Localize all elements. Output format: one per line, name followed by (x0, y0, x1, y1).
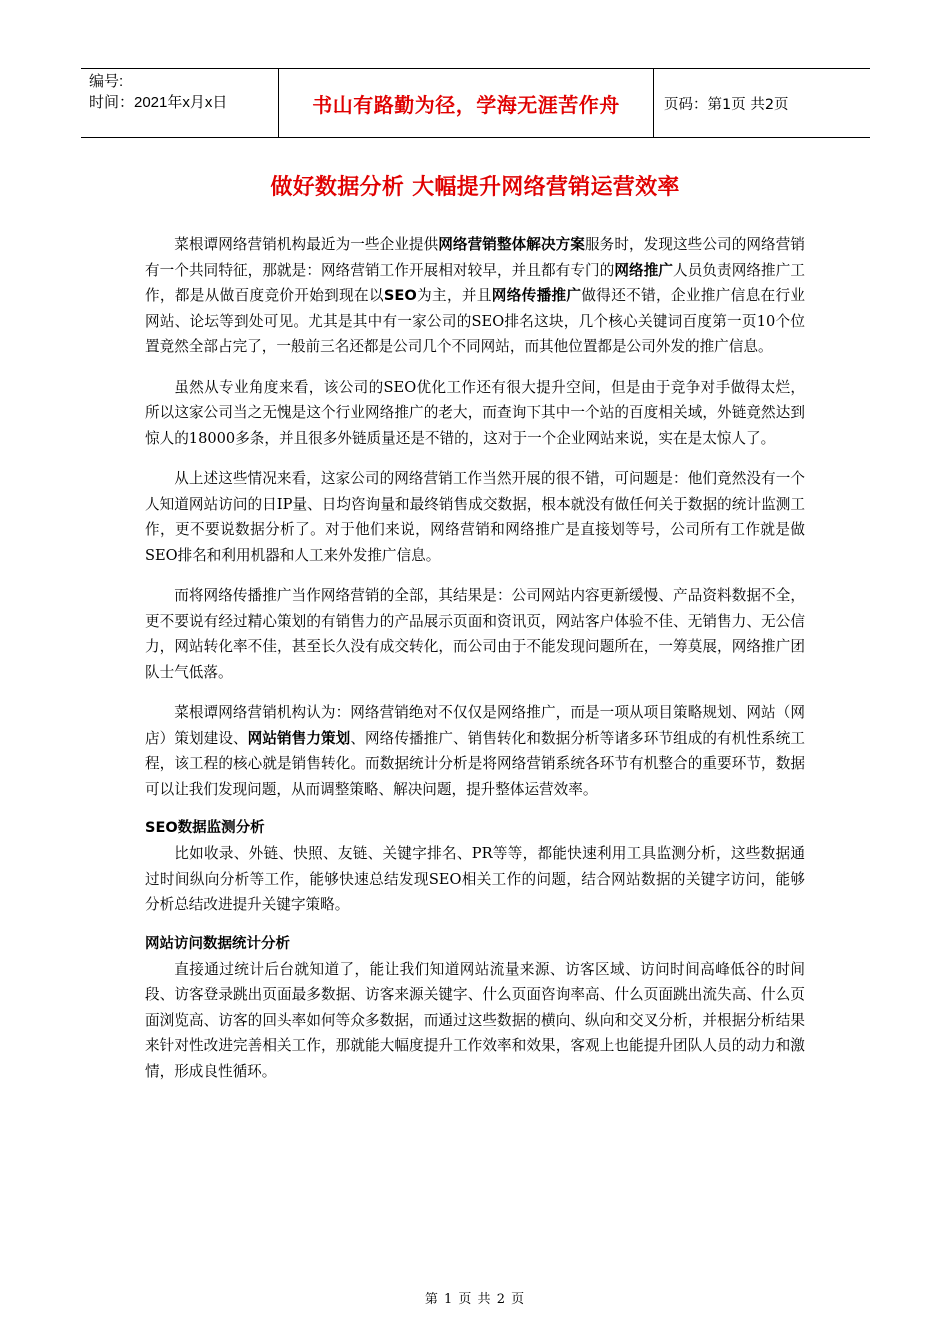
paragraph-text: 菜根谭网络营销机构最近为一些企业提供 (174, 236, 439, 253)
header-motto: 书山有路勤为径，学海无涯苦作舟 (279, 69, 654, 137)
bold-phrase: 网络营销整体解决方案 (438, 236, 585, 253)
paragraph-text: 为主，并且 (416, 287, 492, 304)
paragraph-text: 做得还不错，企业推广信息在行业网站、论坛等到处可见。尤其是其中有一家公司的SEO排名这块，几个核心关键词百度第一页10个位置竟然全部占完了，一般前三名还都是公司几个不同网站，而其他位置都是公司外发的推广信息。 (145, 287, 805, 355)
paragraph-text: 人员负责网络推广工作，都是从做百度竞价开始到现在以 (145, 261, 805, 304)
paragraph-2: 虽然从专业角度来看，该公司的SEO优化工作还有很大提升空间，但是由于竞争对手做得太烂，所以这家公司当之无愧是这个行业网络推广的老大，而查询下其中一个站的百度相关域，外链竟然达到惊人的18000多条，并且很多外链质量还是不错的，这对于一个企业网站来说，实在是太惊人了。 (145, 378, 805, 447)
paragraph-4: 而将网络传播推广当作网络营销的全部，其结果是：公司网站内容更新缓慢、产品资料数据不全，更不要说有经过精心策划的有销售力的产品展示页面和资讯页，网站客户体验不佳、无销售力、无公信力，网站转化率不佳，甚至长久没有成交转化，而公司由于不能发现问题所在，一筹莫展，网络推广团队士气低落。 (145, 587, 805, 681)
header-table (81, 68, 870, 138)
bold-phrase: 网络推广 (614, 261, 674, 279)
page-footer: 第 1 页 共 2 页 (424, 1292, 526, 1307)
bold-phrase: SEO (383, 287, 417, 304)
paragraph-text: 、网络传播推广、销售转化和数据分析等诸多环节组成的有机性系统工程，该工程的核心就是销售转化。而数据统计分析是将网络营销系统各环节有机整合的重要环节，数据可以让我们发现问题，从而调整策略、解决问题，提升整体运营效率。 (145, 729, 805, 798)
document-title: 做好数据分析 大幅提升网络营销运营效率 (270, 175, 680, 200)
header-info-cell (81, 69, 279, 137)
paragraph-text: 菜根谭网络营销机构认为：网络营销绝对不仅仅是网络推广，而是一项从项目策略规划、网站（网店）策划建设、 (145, 704, 805, 747)
section-heading-seo: SEO数据监测分析 (145, 820, 265, 836)
document-time: 时间：2021年x月x日 (89, 94, 228, 111)
paragraph-text: 服务时，发现这些公司的网络营销有一个共同特征，那就是：网络营销工作开展相对较早，并且都有专门的 (145, 236, 805, 279)
section-heading-site-stats: 网站访问数据统计分析 (145, 935, 290, 952)
paragraph-3: 从上述这些情况来看，这家公司的网络营销工作当然开展的很不错，可问题是：他们竟然没有一个人知道网站访问的日IP量、日均咨询量和最终销售成交数据，根本就没有做任何关于数据的统计监测工作，更不要说数据分析了。对于他们来说，网络营销和网络推广是直接划等号，公司所有工作就是做SEO排名和利用机器和人工来外发推广信息。 (145, 470, 805, 564)
header-page-info: 页码：第1页 共2页 (664, 96, 789, 113)
bold-phrase: 网站销售力策划 (247, 729, 351, 747)
paragraph-1 (145, 232, 805, 360)
document-body (145, 232, 805, 1099)
section-body-site-stats: 直接通过统计后台就知道了，能让我们知道网站流量来源、访客区域、访问时间高峰低谷的时间段、访客登录跳出页面最多数据、访客来源关键字、什么页面咨询率高、什么页面跳出流失高、什么页面浏览高、访客的回头率如何等众多数据，而通过这些数据的横向、纵向和交叉分析，并根据分析结果来针对性改进完善相关工作，那就能大幅度提升工作效率和效果，客观上也能提升团队人员的动力和激情，形成良性循环。 (145, 960, 805, 1080)
section-body-seo: 比如收录、外链、快照、友链、关键字排名、PR等等，都能快速利用工具监测分析，这些数据通过时间纵向分析等工作，能够快速总结发现SEO相关工作的问题，结合网站数据的关键字访问，能够分析总结改进提升关键字策略。 (145, 845, 805, 913)
paragraph-5 (145, 700, 805, 802)
document-number: 编号: (89, 73, 124, 90)
bold-phrase: 网络传播推广 (491, 287, 582, 304)
